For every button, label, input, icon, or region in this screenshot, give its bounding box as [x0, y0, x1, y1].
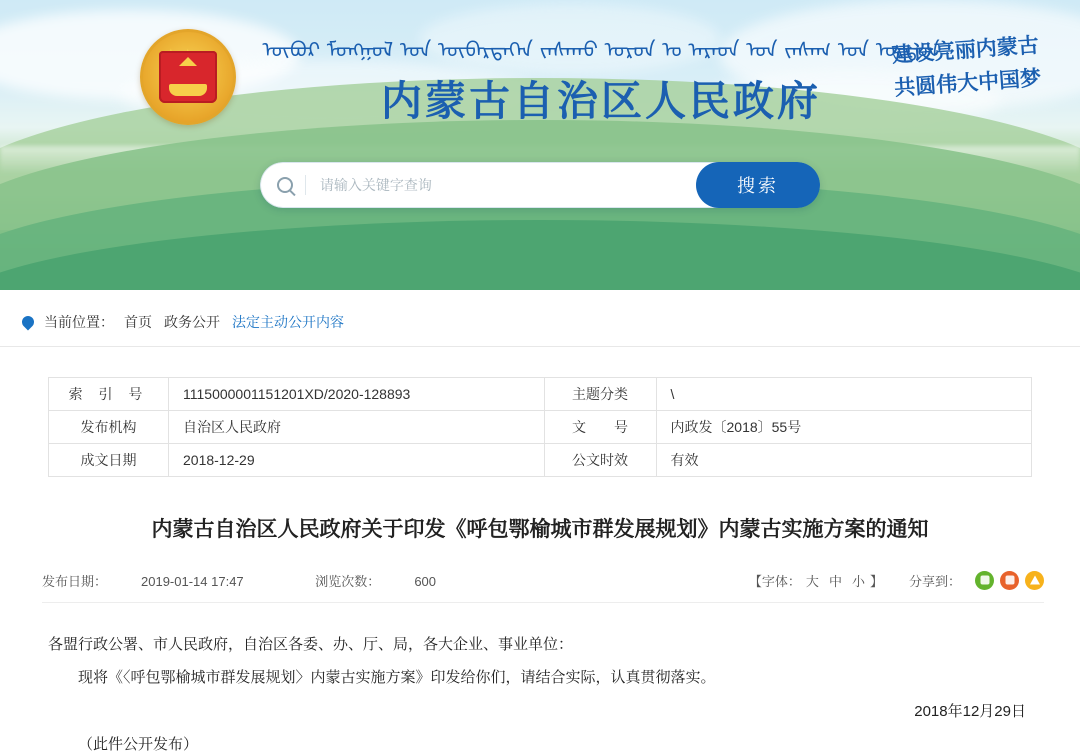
article-sign-date: 2018年12月29日: [914, 702, 1026, 720]
page-title: 内蒙古自治区人民政府关于印发《呼包鄂榆城市群发展规划》内蒙古实施方案的通知: [151, 518, 929, 541]
breadcrumb-item-government-affairs[interactable]: 政务公开: [164, 314, 220, 330]
table-row: [49, 378, 1032, 411]
article-footer-note: （此件公开发布）: [78, 736, 199, 753]
views-label: 浏览次数：: [315, 573, 381, 589]
slogan-line-1: 建设亮丽内蒙古: [891, 31, 1040, 68]
share-label: 分享到：: [908, 573, 961, 589]
meta-value-topic-category: \: [656, 378, 1032, 411]
banner-title-row: [0, 0, 1080, 140]
meta-key-issuing-agency: 发布机构: [49, 411, 169, 444]
table-row: [49, 444, 1032, 477]
meta-value-issue-date: 2018-12-29: [169, 444, 545, 477]
article-paragraph-2: 现将《〈呼包鄂榆城市群发展规划〉内蒙古实施方案》印发给你们，请结合实际，认真贯彻落实。: [78, 669, 716, 687]
views-group: [315, 574, 470, 589]
font-size-large[interactable]: 大: [805, 573, 819, 589]
search-divider: [305, 175, 306, 195]
font-size-prefix: 【字体：: [748, 573, 801, 589]
page-content: [0, 290, 1080, 753]
metadata-table: [48, 377, 1032, 477]
breadcrumb-label: 当前位置：: [44, 314, 114, 330]
meta-key-document-number: 文 号: [544, 411, 656, 444]
site-header-banner: [0, 0, 1080, 290]
chinese-site-title: 内蒙古自治区人民政府: [380, 78, 821, 124]
search-input-box[interactable]: [260, 162, 720, 208]
qzone-share-icon[interactable]: [1025, 571, 1044, 590]
meta-key-index-number: 索 引 号: [49, 378, 169, 411]
search-button[interactable]: 搜索: [696, 162, 820, 208]
meta-value-document-number: 内政发〔2018〕55号: [656, 411, 1032, 444]
slogan-line-2: 共圆伟大中国梦: [893, 64, 1042, 100]
article-meta-left: [42, 571, 504, 590]
article-paragraph-1: 各盟行政公署、市人民政府，自治区各委、办、厅、局，各大企业、事业单位：: [48, 635, 574, 653]
meta-value-validity: 有效: [656, 444, 1032, 477]
meta-value-issuing-agency: 自治区人民政府: [169, 411, 545, 444]
national-emblem-icon: [140, 29, 236, 125]
article-meta-right: [749, 571, 1044, 590]
meta-key-issue-date: 成文日期: [49, 444, 169, 477]
article-meta-row: [42, 571, 1044, 603]
meta-key-topic-category: 主题分类: [544, 378, 656, 411]
site-slogan: [891, 29, 1042, 104]
publish-date-group: [42, 574, 278, 589]
search-icon: [277, 177, 293, 193]
views-count: 600: [414, 573, 437, 589]
font-size-suffix: 】: [869, 573, 883, 589]
breadcrumb-item-statutory-disclosure[interactable]: 法定主动公开内容: [232, 314, 344, 330]
weibo-share-icon[interactable]: [1000, 571, 1019, 590]
publish-date-label: 发布日期：: [42, 573, 108, 589]
wechat-share-icon[interactable]: [975, 571, 994, 590]
site-search[interactable]: [260, 162, 820, 208]
font-size-small[interactable]: 小: [851, 573, 865, 589]
meta-value-index-number: 1115000001151201XD/2020-128893: [169, 378, 545, 411]
location-pin-icon: [20, 314, 37, 331]
search-input[interactable]: [318, 163, 720, 207]
breadcrumb: [0, 290, 1080, 347]
site-title-block: [262, 27, 939, 127]
font-size-medium[interactable]: 中: [828, 573, 842, 589]
breadcrumb-item-home[interactable]: 首页: [124, 314, 152, 330]
article-body: [48, 629, 1032, 753]
table-row: [49, 411, 1032, 444]
mongolian-site-title: ᠥᠪᠥᠷ ᠮᠣᠩᠭᠤᠯ ᠤᠨ ᠥᠪᠡᠷᠲᠡᠭᠡᠨ ᠵᠠᠰᠠᠬᠤ ᠣᠷᠣᠨ ᠤ ᠠᠷᠠᠳ ᠤᠨ ᠵᠠᠰᠠᠭ ᠤᠨ ᠣᠷᠳᠣᠨ: [262, 38, 940, 62]
emblem-shield: [159, 51, 217, 103]
metadata-table-wrapper: [0, 347, 1080, 477]
meta-key-validity: 公文时效: [544, 444, 656, 477]
publish-date-value: 2019-01-14 17:47: [141, 573, 244, 589]
font-size-control[interactable]: [749, 571, 883, 590]
